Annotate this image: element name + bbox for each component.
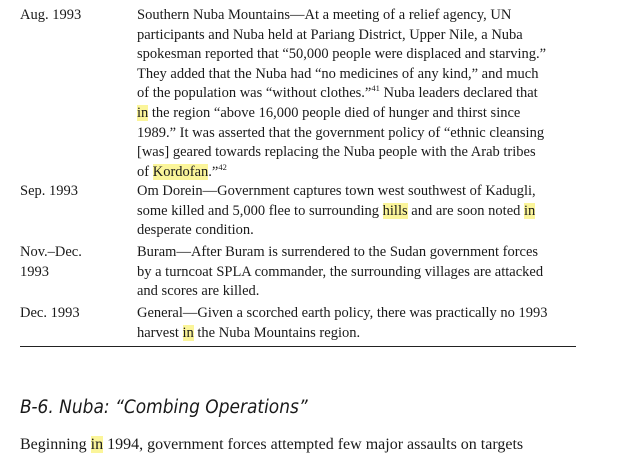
entry-date: [20, 243, 130, 282]
text-run: [was] geared towards replacing the Nuba people with the Arab tribes: [137, 144, 536, 161]
description-line: [137, 26, 579, 46]
text-run: Southern Nuba Mountains—At a meeting of a relief agency, UN: [137, 7, 512, 23]
description-line: [137, 202, 579, 222]
text-run: participants and Nuba held at Pariang District, Upper Nile, a Nuba: [137, 26, 523, 43]
description-line: [137, 163, 579, 183]
text-run: .”: [208, 163, 219, 180]
description-line: [137, 282, 579, 302]
highlighted-term: in: [182, 324, 194, 341]
description-line: [137, 104, 579, 124]
date-line: Aug. 1993: [20, 7, 82, 23]
description-line: [137, 84, 579, 104]
text-run: of the population was “without clothes.”: [137, 85, 372, 102]
text-run: Om Dorein—Government captures town west southwest of Kadugli,: [137, 183, 536, 199]
highlighted-term: in: [137, 104, 149, 121]
date-line: Dec. 1993: [20, 305, 80, 321]
text-run: Beginning: [20, 436, 91, 453]
text-run: Buram—After Buram is surrendered to the Sudan government forces: [137, 244, 539, 260]
text-run: some killed and 5,000 flee to surrounding: [137, 202, 383, 219]
description-line: [137, 243, 579, 263]
description-line: [137, 324, 579, 344]
body-paragraph: [20, 434, 523, 456]
date-line: Nov.–Dec.: [20, 244, 82, 260]
text-run: desperate condition.: [137, 222, 254, 239]
date-line: 1993: [20, 263, 49, 280]
text-run: 1994, government forces attempted few major assaults on targets: [103, 436, 524, 453]
description-line: [137, 45, 579, 65]
text-run: of: [137, 163, 153, 180]
entry-description: [137, 243, 579, 302]
description-line: [137, 182, 579, 202]
section-heading: B-6. Nuba: “Combing Operations”: [20, 397, 308, 418]
text-run: harvest: [137, 324, 183, 341]
text-run: Nuba leaders declared that: [379, 85, 538, 102]
text-run: They added that the Nuba had “no medicines of any kind,” and much: [137, 65, 539, 82]
text-run: and scores are killed.: [137, 283, 260, 300]
entry-description: [137, 304, 579, 343]
text-run: General—Given a scorched earth policy, there was practically no 1993: [137, 305, 548, 321]
footnote-ref: 41: [371, 83, 380, 94]
description-line: [137, 221, 579, 241]
footnote-ref: 42: [218, 161, 227, 172]
description-line: [137, 263, 579, 283]
text-run: spokesman reported that “50,000 people were displaced and starving.”: [137, 46, 547, 63]
description-line: [137, 143, 579, 163]
highlighted-term: hills: [382, 202, 408, 219]
description-line: [137, 65, 579, 85]
text-run: and are soon noted: [407, 202, 525, 219]
text-run: the Nuba Mountains region.: [193, 324, 361, 341]
entry-date: [20, 182, 130, 202]
description-line: [137, 124, 579, 144]
description-line: [137, 304, 579, 324]
entry-date: [20, 304, 130, 324]
table-bottom-rule: [20, 346, 576, 347]
date-line: Sep. 1993: [20, 183, 78, 199]
entry-description: [137, 6, 579, 182]
entry-date: [20, 6, 130, 26]
description-line: [137, 6, 579, 26]
entry-description: [137, 182, 579, 241]
text-run: by a turncoat SPLA commander, the surrounding villages are attacked: [137, 263, 544, 280]
highlighted-term: in: [524, 202, 536, 219]
text-run: 1989.” It was asserted that the government policy of “ethnic cleansing: [137, 124, 545, 141]
text-run: the region “above 16,000 people died of hunger and thirst since: [148, 104, 521, 121]
highlighted-term: in: [90, 436, 104, 453]
highlighted-term: Kordofan: [152, 163, 209, 180]
